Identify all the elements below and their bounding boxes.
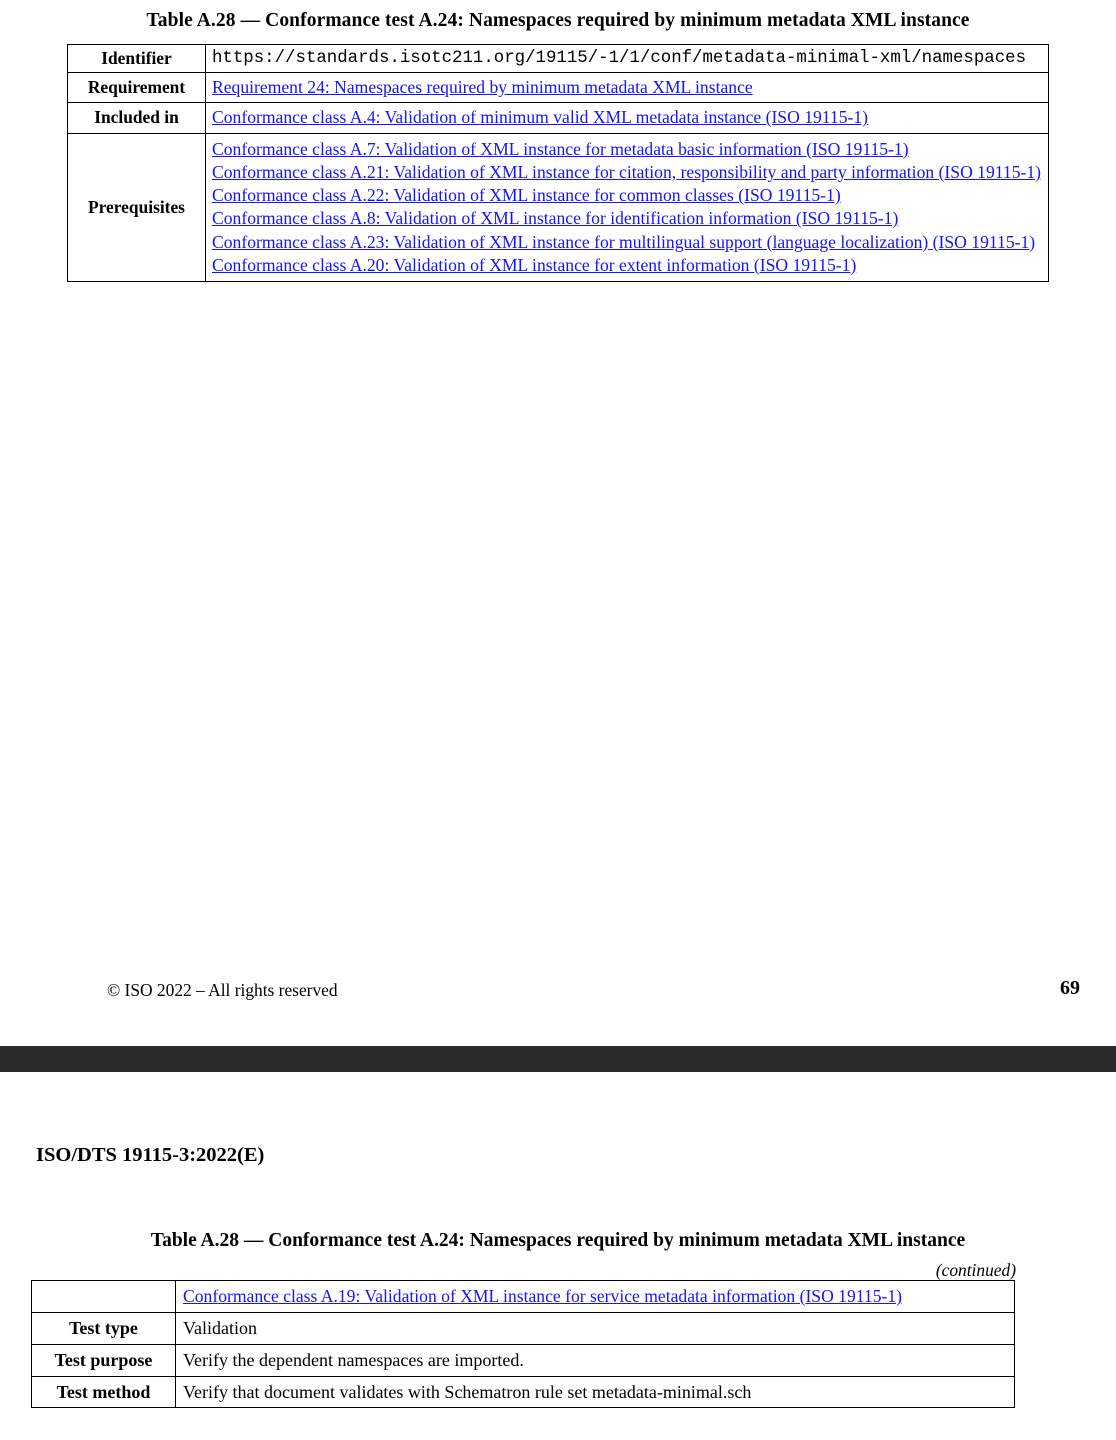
test-purpose-value: Verify the dependent namespaces are imported. <box>176 1344 1015 1376</box>
page-number: 69 <box>1060 977 1080 999</box>
included-in-value-cell <box>206 103 1049 133</box>
included-in-link[interactable]: Conformance class A.4: Validation of minimum valid XML metadata instance (ISO 19115-1) <box>212 107 869 128</box>
prerequisite-link[interactable]: Conformance class A.21: Validation of XML instance for citation, responsibility and party information (ISO 19115-1) <box>212 161 1042 182</box>
table-row <box>32 1313 1015 1345</box>
prerequisite-link[interactable]: Conformance class A.23: Validation of XML instance for multilingual support (language localization) (ISO 19115-1) <box>212 231 1036 252</box>
identifier-value: https://standards.isotc211.org/19115/-1/1/conf/metadata-minimal-xml/namespaces <box>206 45 1049 73</box>
prerequisite-link[interactable]: Conformance class A.7: Validation of XML instance for metadata basic information (ISO 19115-1) <box>212 138 909 159</box>
prerequisite-link[interactable]: Conformance class A.22: Validation of XML instance for common classes (ISO 19115-1) <box>212 185 841 206</box>
prerequisites-value-cell <box>206 133 1049 281</box>
copyright-notice: © ISO 2022 – All rights reserved <box>107 980 338 1000</box>
document-identifier-header: ISO/DTS 19115-3:2022(E) <box>36 1144 265 1166</box>
test-purpose-label: Test purpose <box>32 1344 176 1376</box>
prerequisites-label: Prerequisites <box>68 133 206 281</box>
table-caption-page1: Table A.28 — Conformance test A.24: Namespaces required by minimum metadata XML instance <box>146 10 970 31</box>
table-row <box>32 1281 1015 1313</box>
test-method-label: Test method <box>32 1376 176 1408</box>
requirement-label: Requirement <box>68 73 206 103</box>
identifier-label: Identifier <box>68 45 206 73</box>
conformance-test-table <box>67 44 1049 282</box>
prerequisite-continued-cell <box>176 1281 1015 1313</box>
empty-label-cell <box>32 1281 176 1313</box>
table-row <box>32 1376 1015 1408</box>
conformance-test-table-continued <box>31 1280 1015 1408</box>
test-method-value: Verify that document validates with Schematron rule set metadata-minimal.sch <box>176 1376 1015 1408</box>
test-type-value: Validation <box>176 1313 1015 1345</box>
table-row <box>68 103 1049 133</box>
prerequisite-link[interactable]: Conformance class A.20: Validation of XML instance for extent information (ISO 19115-1) <box>212 254 857 275</box>
page-footer <box>0 977 1116 1006</box>
prerequisite-link[interactable]: Conformance class A.19: Validation of XML instance for service metadata information (ISO 19115-1) <box>183 1286 903 1306</box>
table-caption-page2: Table A.28 — Conformance test A.24: Namespaces required by minimum metadata XML instance <box>150 1230 966 1251</box>
table-row <box>68 133 1049 281</box>
continued-label: (continued) <box>935 1260 1016 1280</box>
test-type-label: Test type <box>32 1313 176 1345</box>
requirement-value-cell <box>206 73 1049 103</box>
conformance-test-table-continued-wrap <box>31 1280 1015 1408</box>
included-in-label: Included in <box>68 103 206 133</box>
table-row <box>32 1344 1015 1376</box>
requirement-link[interactable]: Requirement 24: Namespaces required by minimum metadata XML instance <box>212 77 753 98</box>
prerequisite-link[interactable]: Conformance class A.8: Validation of XML instance for identification information (ISO 19115-1) <box>212 208 899 229</box>
page-separator <box>0 1046 1116 1072</box>
table-row <box>68 73 1049 103</box>
table-row <box>68 45 1049 73</box>
